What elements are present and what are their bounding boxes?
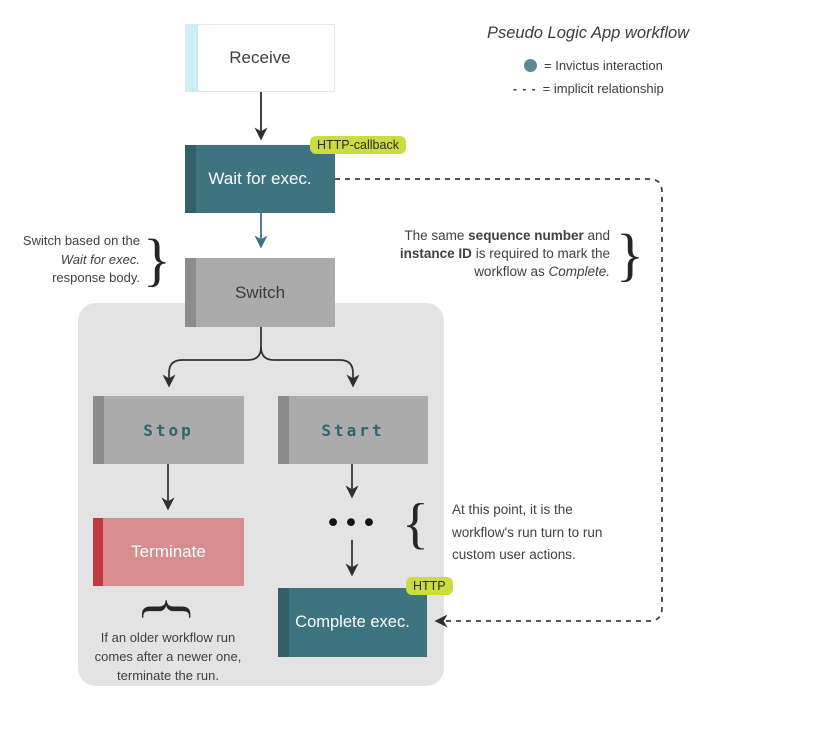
sequence-note: The same sequence number and instance ID is required to mark the workflow as Complete. bbox=[399, 228, 610, 279]
stop-stripe-icon bbox=[93, 396, 104, 464]
custom-actions-note bbox=[452, 499, 632, 567]
node-terminate bbox=[93, 518, 244, 586]
brace-right-icon: } bbox=[616, 222, 644, 287]
node-complete-label: Complete exec. bbox=[295, 613, 410, 631]
legend-invictus-label: = Invictus interaction bbox=[544, 58, 663, 73]
node-receive bbox=[185, 24, 335, 92]
dashed-line-icon: - - - bbox=[513, 81, 537, 96]
node-switch-label: Switch bbox=[234, 282, 286, 302]
node-receive-label: Receive bbox=[229, 48, 291, 67]
node-terminate-label: Terminate bbox=[131, 542, 206, 561]
legend-implicit-label: = implicit relationship bbox=[542, 81, 664, 96]
legend-title: Pseudo Logic App workflow bbox=[487, 24, 690, 42]
legend-implicit-row bbox=[513, 81, 664, 96]
switch-note bbox=[10, 232, 140, 288]
node-stop bbox=[93, 396, 244, 464]
terminate-stripe-icon bbox=[93, 518, 103, 586]
node-start bbox=[278, 396, 428, 464]
http-callback-tag: HTTP-callback bbox=[310, 136, 406, 154]
ellipsis-icon: ••• bbox=[325, 507, 379, 539]
custom-actions-line3: custom user actions. bbox=[452, 547, 576, 562]
node-complete-exec bbox=[278, 588, 427, 657]
terminate-note-line2: comes after a newer one, bbox=[94, 649, 242, 664]
node-wait-for-exec bbox=[185, 145, 335, 213]
receive-stripe-icon bbox=[186, 25, 198, 91]
invictus-circle-icon bbox=[524, 59, 537, 72]
custom-actions-line1: At this point, it is the bbox=[452, 502, 573, 517]
terminate-note bbox=[83, 628, 253, 685]
switch-note-line3: response body. bbox=[52, 270, 140, 285]
brace-up-icon: { bbox=[136, 595, 202, 623]
node-switch bbox=[185, 258, 335, 327]
brace-left-icon: { bbox=[402, 493, 429, 555]
switch-note-line1: Switch based on the bbox=[22, 233, 140, 248]
start-stripe-icon bbox=[278, 396, 289, 464]
custom-actions-line2: workflow's run turn to run bbox=[452, 524, 603, 540]
terminate-note-line1: If an older workflow run bbox=[100, 630, 236, 645]
complete-stripe-icon bbox=[278, 588, 289, 657]
legend-invictus-row bbox=[524, 58, 663, 73]
http-tag: HTTP bbox=[406, 577, 453, 595]
node-wait-label: Wait for exec. bbox=[208, 169, 312, 188]
terminate-note-line3: terminate the run. bbox=[117, 668, 219, 683]
node-stop-label: Stop bbox=[143, 420, 194, 440]
brace-right-icon: } bbox=[143, 227, 171, 292]
switch-stripe-icon bbox=[185, 258, 196, 327]
wait-stripe-icon bbox=[185, 145, 196, 213]
node-start-label: Start bbox=[321, 420, 385, 440]
switch-note-line2: Wait for exec. bbox=[60, 251, 140, 267]
